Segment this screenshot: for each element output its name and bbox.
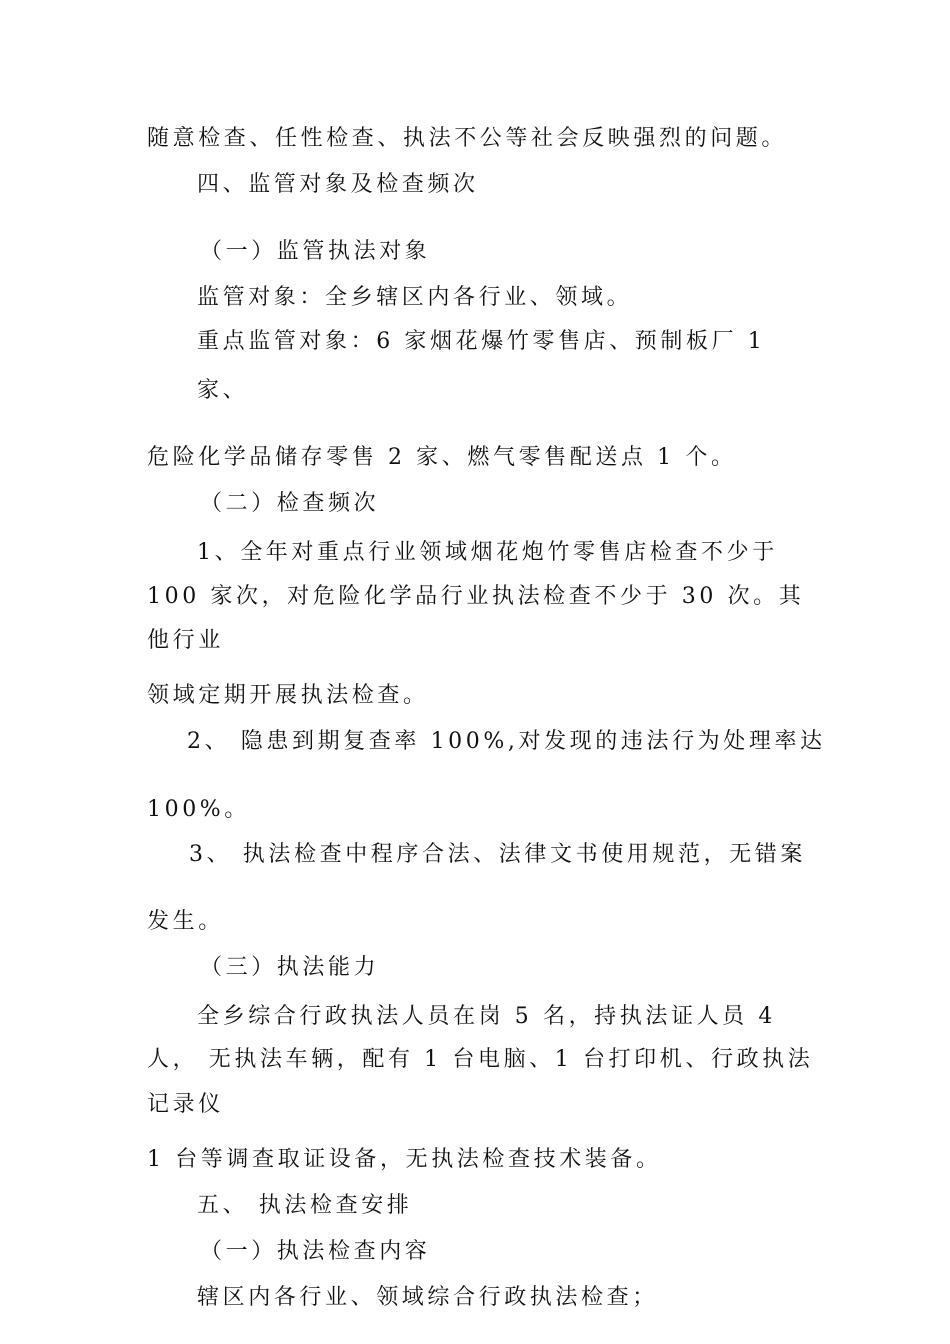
paragraph-line-5: 危险化学品储存零售 2 家、燃气零售配送点 1 个。 bbox=[147, 445, 737, 470]
subsection-heading-1: （一）监管执法对象 bbox=[200, 239, 431, 264]
paragraph-line-9: 领域定期开展执法检查。 bbox=[147, 683, 429, 708]
paragraph-line-4: 家、 bbox=[197, 378, 249, 403]
paragraph-line-7: 100 家次，对危险化学品行业执法检查不少于 30 次。其 bbox=[147, 584, 805, 609]
subsection-heading-3: （三）执法能力 bbox=[200, 955, 380, 980]
subsection-heading-2: （二）检查频次 bbox=[200, 491, 380, 516]
paragraph-line-15: 人， 无执法车辆，配有 1 台电脑、1 台打印机、行政执法 bbox=[147, 1047, 814, 1072]
paragraph-line-6: 1、全年对重点行业领域烟花炮竹零售店检查不少于 bbox=[197, 540, 778, 565]
paragraph-line-17: 1 台等调查取证设备，无执法检查技术装备。 bbox=[147, 1147, 662, 1172]
section-heading-4: 四、监管对象及检查频次 bbox=[197, 172, 479, 197]
paragraph-line-13: 发生。 bbox=[147, 909, 224, 934]
paragraph-line-11: 100%。 bbox=[147, 797, 250, 822]
paragraph-line-12: 3、 执法检查中程序合法、法律文书使用规范，无错案 bbox=[189, 842, 806, 867]
paragraph-line-8: 他行业 bbox=[147, 628, 224, 653]
section-heading-5: 五、 执法检查安排 bbox=[197, 1193, 413, 1218]
subsection-heading-4: （一）执法检查内容 bbox=[200, 1239, 431, 1264]
paragraph-line-18: 辖区内各行业、领域综合行政执法检查； bbox=[197, 1285, 658, 1310]
paragraph-line-10: 2、 隐患到期复查率 100%,对发现的违法行为处理率达 bbox=[187, 729, 826, 754]
paragraph-line-3: 重点监管对象：6 家烟花爆竹零售店、预制板厂 1 bbox=[197, 329, 766, 354]
paragraph-line-2: 监管对象：全乡辖区内各行业、领域。 bbox=[197, 285, 633, 310]
paragraph-line-16: 记录仪 bbox=[147, 1092, 224, 1117]
paragraph-line-1: 随意检查、任性检查、执法不公等社会反映强烈的问题。 bbox=[147, 126, 788, 151]
paragraph-line-14: 全乡综合行政执法人员在岗 5 名，持执法证人员 4 bbox=[197, 1004, 776, 1029]
